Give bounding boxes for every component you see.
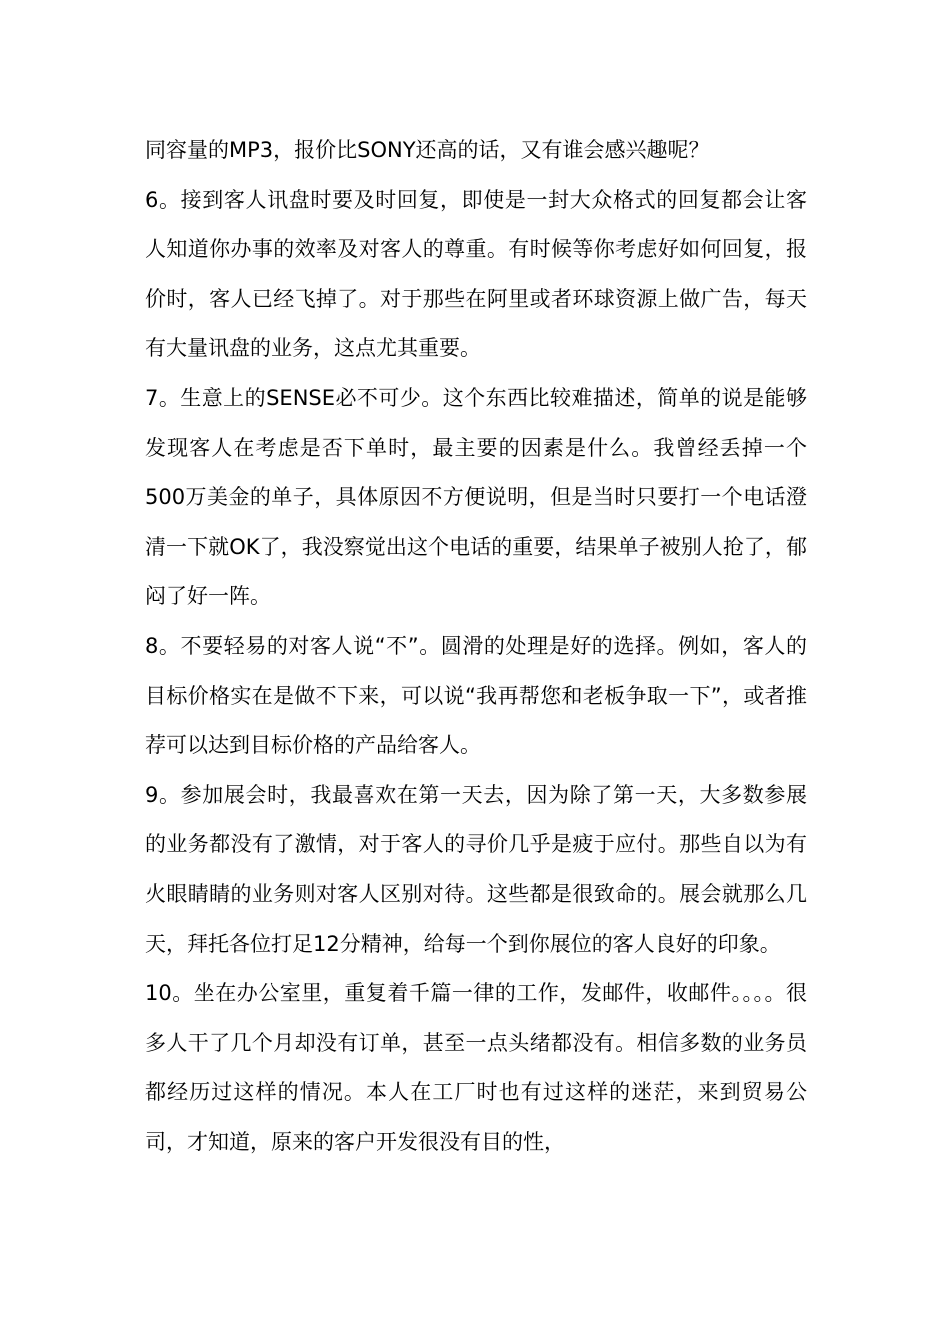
paragraph-item-7: 7。生意上的SENSE必不可少。这个东西比较难描述，简单的说是能够发现客人在考虑是否下单时，最主要的因素是什么。我曾经丢掉一个500万美金的单子，具体原因不方便说明，但是当时只要打一个电话澄清一下就OK了，我没察觉出这个电话的重要，结果单子被别人抢了，郁闷了好一阵。 bbox=[145, 385, 807, 609]
paragraph-item-8: 8。不要轻易的对客人说“不”。圆滑的处理是好的选择。例如，客人的目标价格实在是做不下来，可以说“我再帮您和老板争取一下”，或者推荐可以达到目标价格的产品给客人。 bbox=[145, 633, 807, 758]
paragraph-item-6: 6。接到客人讯盘时要及时回复，即使是一封大众格式的回复都会让客人知道你办事的效率及对客人的尊重。有时候等你考虑好如何回复，报价时，客人已经飞掉了。对于那些在阿里或者环球资源上做广告，每天有大量讯盘的业务，这点尤其重要。 bbox=[145, 187, 807, 361]
paragraph-item-9: 9。参加展会时，我最喜欢在第一天去，因为除了第一天，大多数参展的业务都没有了激情，对于客人的寻价几乎是疲于应付。那些自以为有火眼睛睛的业务则对客人区别对待。这些都是很致命的。展会就那么几天，拜托各位打足12分精神，给每一个到你展位的客人良好的印象。 bbox=[145, 782, 807, 956]
paragraph-item-10: 10。坐在办公室里，重复着千篇一律的工作，发邮件，收邮件。。。。很多人干了几个月却没有订单，甚至一点头绪都没有。相信多数的业务员都经历过这样的情况。本人在工厂时也有过这样的迷茫，来到贸易公司，才知道，原来的客户开发很没有目的性， bbox=[145, 981, 807, 1154]
document-body bbox=[145, 126, 807, 1167]
paragraph-continuation: 同容量的MP3，报价比SONY还高的话，又有谁会感兴趣呢？ bbox=[145, 138, 710, 162]
